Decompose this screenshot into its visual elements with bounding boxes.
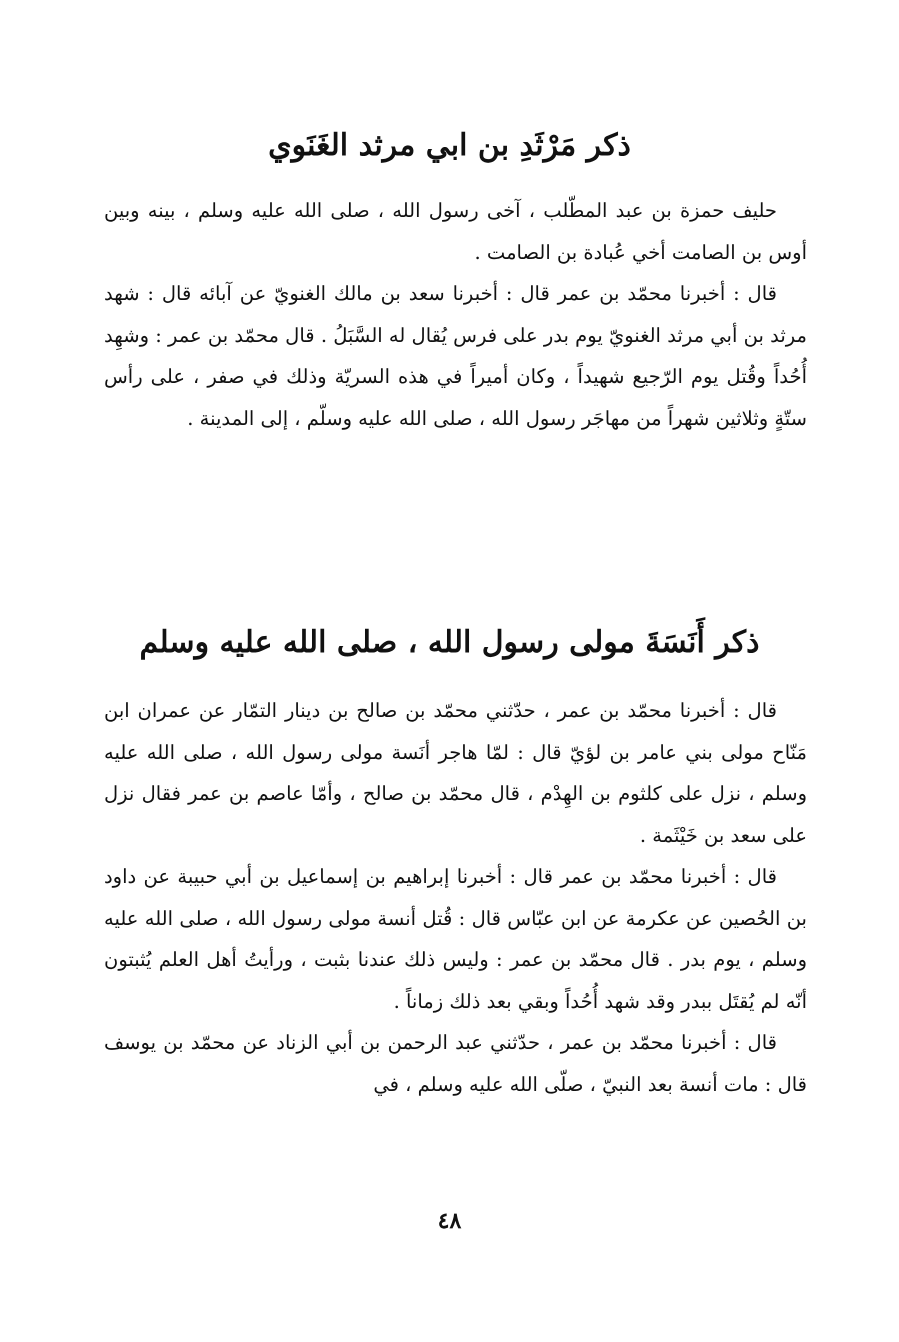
paragraph: حليف حمزة بن عبد المطّلب ، آخى رسول الله ، صلى الله عليه وسلم ، بينه وبين أوس بن الصامت أخي عُبادة بن الصامت . bbox=[104, 199, 807, 264]
section-heading-anasa: ذكر أَنَسَةَ مولى رسول الله ، صلى الله عليه وسلم bbox=[139, 624, 760, 660]
section-body-marthad bbox=[104, 190, 807, 439]
paragraph: قال : أخبرنا محمّد بن عمر قال : أخبرنا سعد بن مالك الغنويّ عن آبائه قال : شهد مرثد بن أبي مرثد الغنويّ يوم بدر على فرس يُقال له السَّبَلُ . قال محمّد بن عمر : وشهِد أُحُداً وقُتل يوم الرّجيع شهيداً ، وكان أميراً في هذه السريّة وذلك في صفر ، على رأس ستّةٍ وثلاثين شهراً من مهاجَر رسول الله ، صلى الله عليه وسلّم ، إلى المدينة . bbox=[104, 282, 807, 430]
section-heading-marthad: ذكر مَرْثَدِ بن ابي مرثد الغَنَوي bbox=[268, 128, 631, 164]
paragraph: قال : أخبرنا محمّد بن عمر قال : أخبرنا إبراهيم بن إسماعيل بن أبي حبيبة عن داود بن الحُصين عن عكرمة عن ابن عبّاس قال : قُتل أنسة مولى رسول الله ، صلى الله عليه وسلم ، يوم بدر . قال محمّد بن عمر : وليس ذلك عندنا بثبت ، ورأيتُ أهل العلم يُثبتون أنّه لم يُقتَل ببدر وقد شهد أُحُداً وبقي بعد ذلك زماناً . bbox=[104, 865, 807, 1013]
page-number: ٤٨ bbox=[437, 1208, 462, 1234]
section-body-anasa bbox=[104, 690, 807, 1105]
paragraph: قال : أخبرنا محمّد بن عمر ، حدّثني محمّد بن صالح بن دينار التمّار عن عمران ابن مَنّاح مولى بني عامر بن لؤيّ قال : لمّا هاجر أنَسة مولى رسول الله ، صلى الله عليه وسلم ، نزل على كلثوم بن الهِدْم ، قال محمّد بن صالح ، وأمّا عاصم بن عمر فقال نزل على سعد بن خَيْثَمة . bbox=[104, 699, 807, 847]
paragraph: قال : أخبرنا محمّد بن عمر ، حدّثني عبد الرحمن بن أبي الزناد عن محمّد بن يوسف قال : مات أنسة بعد النبيّ ، صلّى الله عليه وسلم ، في bbox=[104, 1031, 807, 1096]
